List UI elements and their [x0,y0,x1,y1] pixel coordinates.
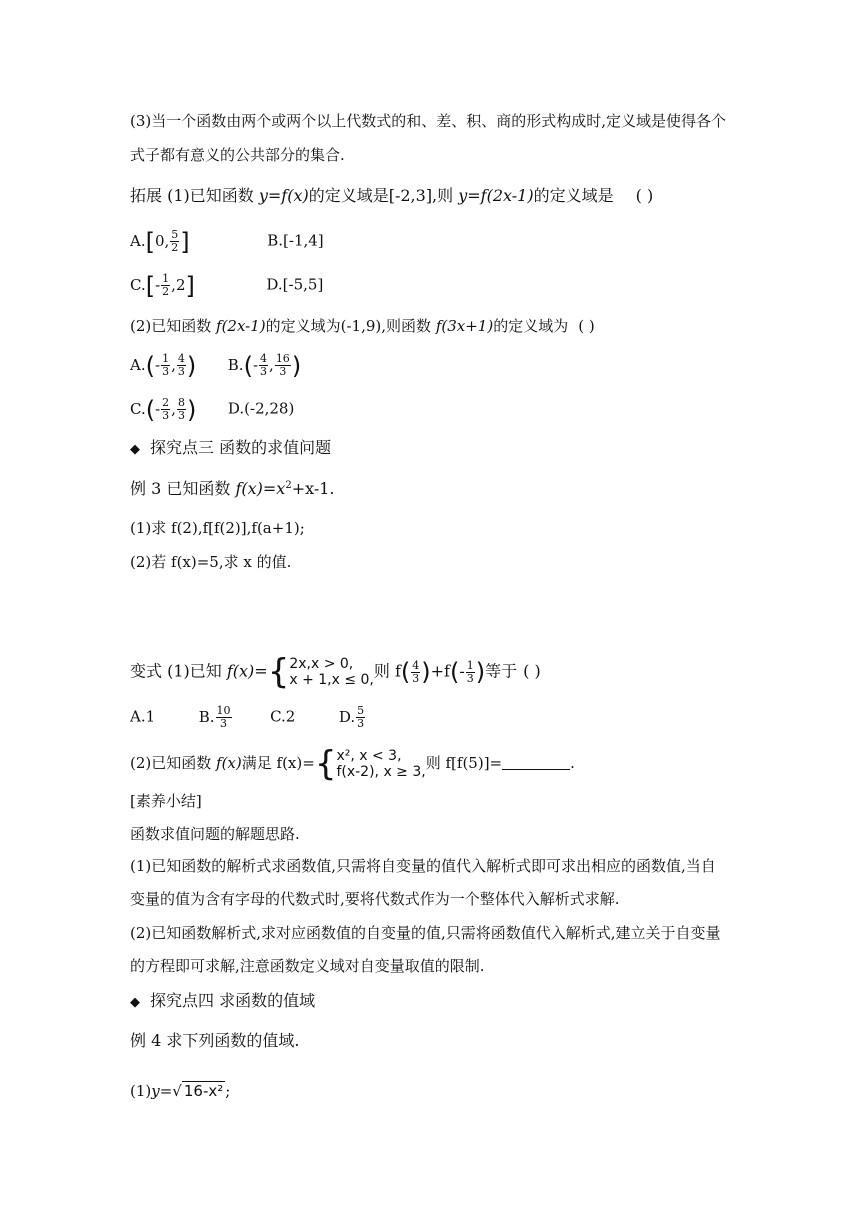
extension-2: (2)已知函数 f(2x-1)的定义域为(-1,9),则函数 f(3x+1)的定义域为 ( ) [130,317,595,335]
summary-intro: 函数求值问题的解题思路. [130,825,300,843]
option-c: C.2 [270,707,296,726]
example-4-question-1: (1)y=√ 16-x² ; [130,1082,231,1100]
summary-2-line1: (2)已知函数解析式,求对应函数值的自变量的值,只需将函数值代入解析式,建立关于自变量 [130,924,721,942]
option-d: D. $\frac{5}{3}$ [338,704,365,730]
summary-tag: [素养小结] [130,792,202,810]
option-d: D.[-5,5] [266,275,324,294]
diamond-bullet-icon: ◆ [130,442,140,457]
example-4: 例 4 求下列函数的值域. [130,1031,300,1050]
option-a: A.[0, $\frac{5}{2}$ ] [130,227,190,256]
variant-1-options [130,705,366,730]
summary-1-line1: (1)已知函数的解析式求函数值,只需将自变量的值代入解析式即可求出相应的函数值,当自 [130,857,716,875]
option-b: B.[-1,4] [267,231,324,250]
answer-blank[interactable] [502,755,570,770]
extension-2-options-ab [130,353,301,378]
sqrt-expression: √ 16-x² [172,1082,224,1100]
option-a: A.1 [130,707,156,726]
option-b: B. $\frac{10}{3}$ [198,704,231,730]
summary-1-line2: 变量的值为含有字母的代数式时,要将代数式作为一个整体代入解析式求解. [130,890,620,908]
diamond-bullet-icon: ◆ [130,995,140,1010]
option-d: D.(-2,28) [227,399,295,418]
variant-2: (2)已知函数 f(x)满足 f(x)={ x², x < 3, f(x-2), x ≥ 3, 则 f[f(5)]= . [130,744,575,784]
option-b: B.(- $\frac{4}{3}$ , $\frac{16}{3}$ ) [227,351,302,380]
summary-2-line2: 的方程即可求解,注意函数定义域对自变量取值的限制. [130,957,485,975]
example-3-question-1: (1)求 f(2),f[f(2)],f(a+1); [130,519,305,537]
para3-line1: (3)当一个函数由两个或两个以上代数式的和、差、积、商的形式构成时,定义域是使得各个 [130,112,727,130]
extension-1-options-ab [130,229,324,254]
section-4-heading: ◆ 探究点四 求函数的值域 [130,991,316,1010]
variant-1: 变式 (1)已知 f(x)={ 2x,x > 0, x + 1,x ≤ 0, 则 f( $\frac{4}{3}$ )+f(- $\frac{1}{3}$ )等于 ( ) [130,652,541,692]
extension-1-options-cd [130,273,323,298]
option-c: C.(- $\frac{2}{3}$ , $\frac{8}{3}$ ) [130,395,197,424]
option-c: C.[- $\frac{1}{2}$ ,2] [130,271,195,300]
example-3: 例 3 已知函数 $f(x)=x^2+x-1$. [130,479,335,498]
extension-1: 拓展 (1)已知函数 y=f(x)的定义域是[-2,3],则 y=f(2x-1)的定义域是 ( ) [130,186,654,205]
section-3-heading: ◆ 探究点三 函数的求值问题 [130,438,332,457]
example-3-question-2: (2)若 f(x)=5,求 x 的值. [130,553,292,571]
option-a: A.(- $\frac{1}{3}$ , $\frac{4}{3}$ ) [130,351,197,380]
extension-2-options-cd [130,397,294,422]
para3-line2: 式子都有意义的公共部分的集合. [130,146,345,164]
